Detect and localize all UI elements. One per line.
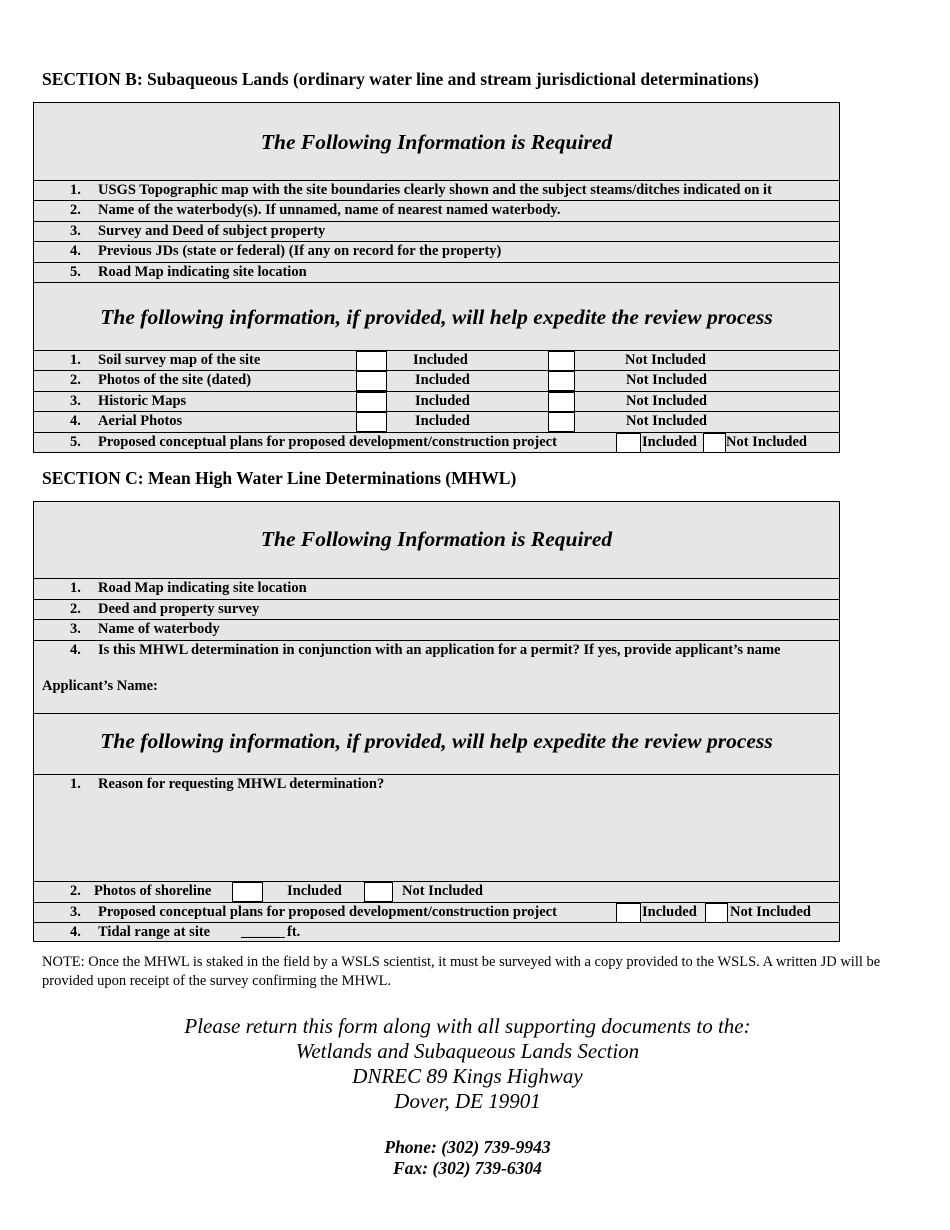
- item-number: 3.: [70, 621, 81, 637]
- table-row: [34, 262, 839, 280]
- not-included-label: Not Included: [626, 393, 707, 409]
- item-number: 5.: [70, 264, 81, 280]
- not-included-checkbox[interactable]: [703, 433, 726, 453]
- section-c-required-header: The Following Information is Required: [260, 527, 613, 551]
- item-text: Name of waterbody: [98, 621, 220, 637]
- item-number: 4.: [70, 413, 81, 429]
- section-c-box: [33, 501, 840, 942]
- return-instruction: Please return this form along with all supporting documents to the:: [184, 1014, 751, 1038]
- table-row: [34, 774, 839, 881]
- item-text: Deed and property survey: [98, 601, 260, 617]
- item-number: 5.: [70, 434, 81, 450]
- item-number: 3.: [70, 393, 81, 409]
- not-included-label: Not Included: [626, 372, 707, 388]
- not-included-checkbox[interactable]: [548, 412, 575, 432]
- table-row: [34, 578, 839, 596]
- included-label: Included: [415, 393, 470, 409]
- included-label: Included: [415, 413, 470, 429]
- phone-number: Phone: (302) 739-9943: [384, 1137, 551, 1157]
- item-text: Survey and Deed of subject property: [98, 223, 326, 239]
- table-row: [34, 619, 839, 637]
- item-text: Reason for requesting MHWL determination?: [98, 776, 385, 792]
- table-row: [34, 370, 839, 388]
- included-checkbox[interactable]: [616, 903, 641, 923]
- table-row: [34, 221, 839, 239]
- item-number: 1.: [70, 580, 81, 596]
- item-text: USGS Topographic map with the site boundaries clearly shown and the subject steams/ditches indicated on it: [98, 182, 772, 198]
- table-row: [34, 922, 839, 942]
- item-number: 1.: [70, 182, 81, 198]
- item-text: Photos of the site (dated): [98, 372, 252, 388]
- item-number: 2.: [70, 883, 81, 899]
- item-number: 3.: [70, 223, 81, 239]
- tidal-range-blank[interactable]: ______: [241, 924, 285, 940]
- item-text: Soil survey map of the site: [98, 352, 261, 368]
- section-b-box: [33, 102, 840, 453]
- item-number: 4.: [70, 642, 81, 658]
- section-b-title: SECTION B: Subaqueous Lands (ordinary water line and stream jurisdictional determinations): [42, 69, 759, 89]
- not-included-label: Not Included: [402, 883, 483, 899]
- included-label: Included: [413, 352, 468, 368]
- included-checkbox[interactable]: [356, 412, 387, 432]
- item-text: Previous JDs (state or federal) (If any on record for the property): [98, 243, 502, 259]
- not-included-checkbox[interactable]: [548, 392, 575, 412]
- item-text: Tidal range at site: [98, 924, 211, 940]
- not-included-checkbox[interactable]: [364, 882, 393, 902]
- return-city: Dover, DE 19901: [394, 1089, 541, 1113]
- included-checkbox[interactable]: [356, 351, 387, 371]
- included-label: Included: [415, 372, 470, 388]
- included-checkbox[interactable]: [232, 882, 263, 902]
- included-checkbox[interactable]: [356, 371, 387, 391]
- not-included-checkbox[interactable]: [705, 903, 728, 923]
- section-c-title: SECTION C: Mean High Water Line Determinations (MHWL): [42, 468, 517, 488]
- not-included-checkbox[interactable]: [548, 351, 575, 371]
- not-included-checkbox[interactable]: [548, 371, 575, 391]
- item-text: Aerial Photos: [98, 413, 183, 429]
- item-number: 2.: [70, 601, 81, 617]
- section-b-required-header: The Following Information is Required: [260, 130, 613, 154]
- item-number: 4.: [70, 243, 81, 259]
- table-row: [34, 640, 839, 713]
- not-included-label: Not Included: [626, 413, 707, 429]
- included-label: Included: [287, 883, 342, 899]
- table-row: [34, 350, 839, 368]
- section-b-optional-header: The following information, if provided, will help expedite the review process: [100, 305, 773, 329]
- optional-header-row: [34, 282, 839, 350]
- item-number: 2.: [70, 372, 81, 388]
- item-text: Road Map indicating site location: [98, 580, 307, 596]
- included-checkbox[interactable]: [616, 433, 641, 453]
- table-row: [34, 241, 839, 259]
- included-checkbox[interactable]: [356, 392, 387, 412]
- included-label: Included: [642, 904, 697, 920]
- not-included-label: Not Included: [726, 434, 807, 450]
- table-row: [34, 881, 839, 899]
- item-text: Historic Maps: [98, 393, 187, 409]
- item-number: 3.: [70, 904, 81, 920]
- optional-header-row: [34, 713, 839, 774]
- fax-number: Fax: (302) 739-6304: [393, 1158, 542, 1178]
- item-text: Is this MHWL determination in conjunction with an application for a permit? If yes, provide applicant’s name: [98, 642, 781, 658]
- item-number: 4.: [70, 924, 81, 940]
- item-number: 1.: [70, 352, 81, 368]
- item-text: Name of the waterbody(s). If unnamed, name of nearest named waterbody.: [98, 202, 561, 218]
- included-label: Included: [642, 434, 697, 450]
- return-section-name: Wetlands and Subaqueous Lands Section: [295, 1039, 640, 1063]
- mhwl-note: NOTE: Once the MHWL is staked in the field by a WSLS scientist, it must be surveyed with a copy provided to the WSLS. A written JD will be provided upon receipt of the survey confirming the MHWL.: [42, 954, 881, 989]
- not-included-label: Not Included: [730, 904, 811, 920]
- table-row: [34, 432, 839, 453]
- applicant-name-label: Applicant’s Name:: [42, 678, 158, 694]
- table-row: [34, 411, 839, 429]
- item-text: Proposed conceptual plans for proposed development/construction project: [98, 904, 557, 920]
- table-row: [34, 200, 839, 218]
- section-c-optional-header: The following information, if provided, will help expedite the review process: [100, 729, 773, 753]
- return-street: DNREC 89 Kings Highway: [352, 1064, 583, 1088]
- table-row: [34, 599, 839, 617]
- table-row: [34, 902, 839, 920]
- item-number: 1.: [70, 776, 81, 792]
- table-row: [34, 391, 839, 409]
- table-row: [34, 180, 839, 198]
- item-text: Photos of shoreline: [94, 883, 212, 899]
- item-number: 2.: [70, 202, 81, 218]
- item-text: Road Map indicating site location: [98, 264, 307, 280]
- not-included-label: Not Included: [625, 352, 706, 368]
- item-text: Proposed conceptual plans for proposed development/construction project: [98, 434, 557, 450]
- tidal-range-unit: ft.: [287, 924, 301, 940]
